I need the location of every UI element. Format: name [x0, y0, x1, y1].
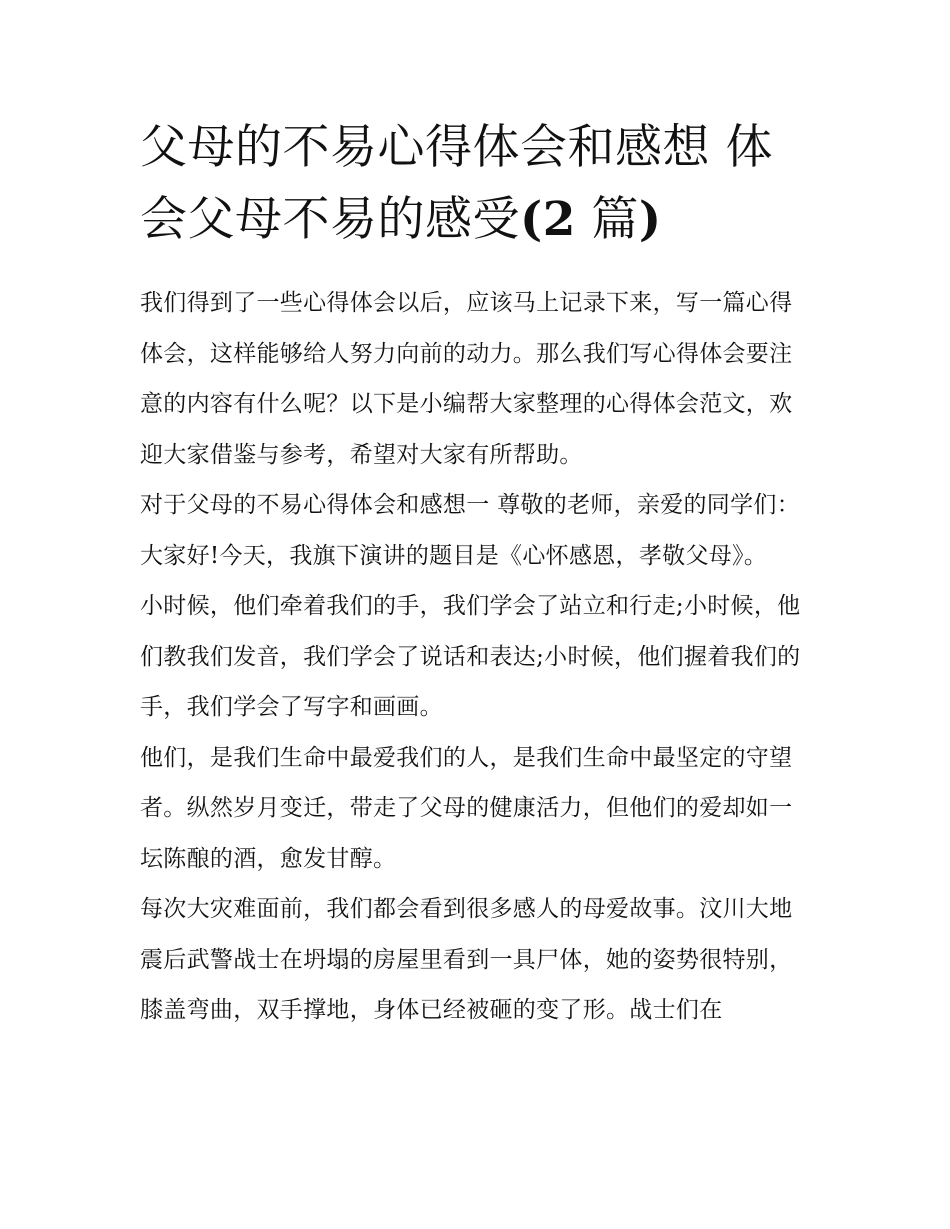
paragraph-guardians: 他们，是我们生命中最爱我们的人，是我们生命中最坚定的守望者。纵然岁月变迁，带走了父母的健康活力，但他们的爱却如一坛陈酿的酒，愈发甘醇。 — [140, 744, 793, 872]
document-title — [140, 112, 812, 256]
title-unit: 篇 — [575, 192, 639, 247]
paragraph-greeting: 对于父母的不易心得体会和感想一 尊敬的老师，亲爱的同学们： 大家好!今天，我旗下演讲的题目是《心怀感恩，孝敬父母》。 — [140, 492, 801, 569]
paragraph-intro: 我们得到了一些心得体会以后，应该马上记录下来，写一篇心得体会，这样能够给人努力向前的动力。那么我们写心得体会要注意的内容有什么呢？以下是小编帮大家整理的心得体会范文，欢迎大家借鉴与参考，希望对大家有所帮助。 — [140, 290, 793, 468]
document-page — [140, 112, 812, 1036]
title-text: 父母的不易心得体会和感想 体会父母不易的感受 — [140, 120, 773, 247]
title-count: (2 — [520, 192, 576, 247]
paragraph-earthquake: 每次大灾难面前，我们都会看到很多感人的母爱故事。汶川大地震后武警战士在坍塌的房屋里看到一具尸体，她的姿势很特别，膝盖弯曲，双手撑地，身体已经被砸的变了形。战士们在 — [140, 896, 793, 1023]
paragraph-childhood: 小时候，他们牵着我们的手，我们学会了站立和行走;小时候，他们教我们发音，我们学会了说话和表达;小时候，他们握着我们的手，我们学会了写字和画画。 — [140, 593, 801, 720]
title-close-paren: ) — [638, 192, 662, 247]
